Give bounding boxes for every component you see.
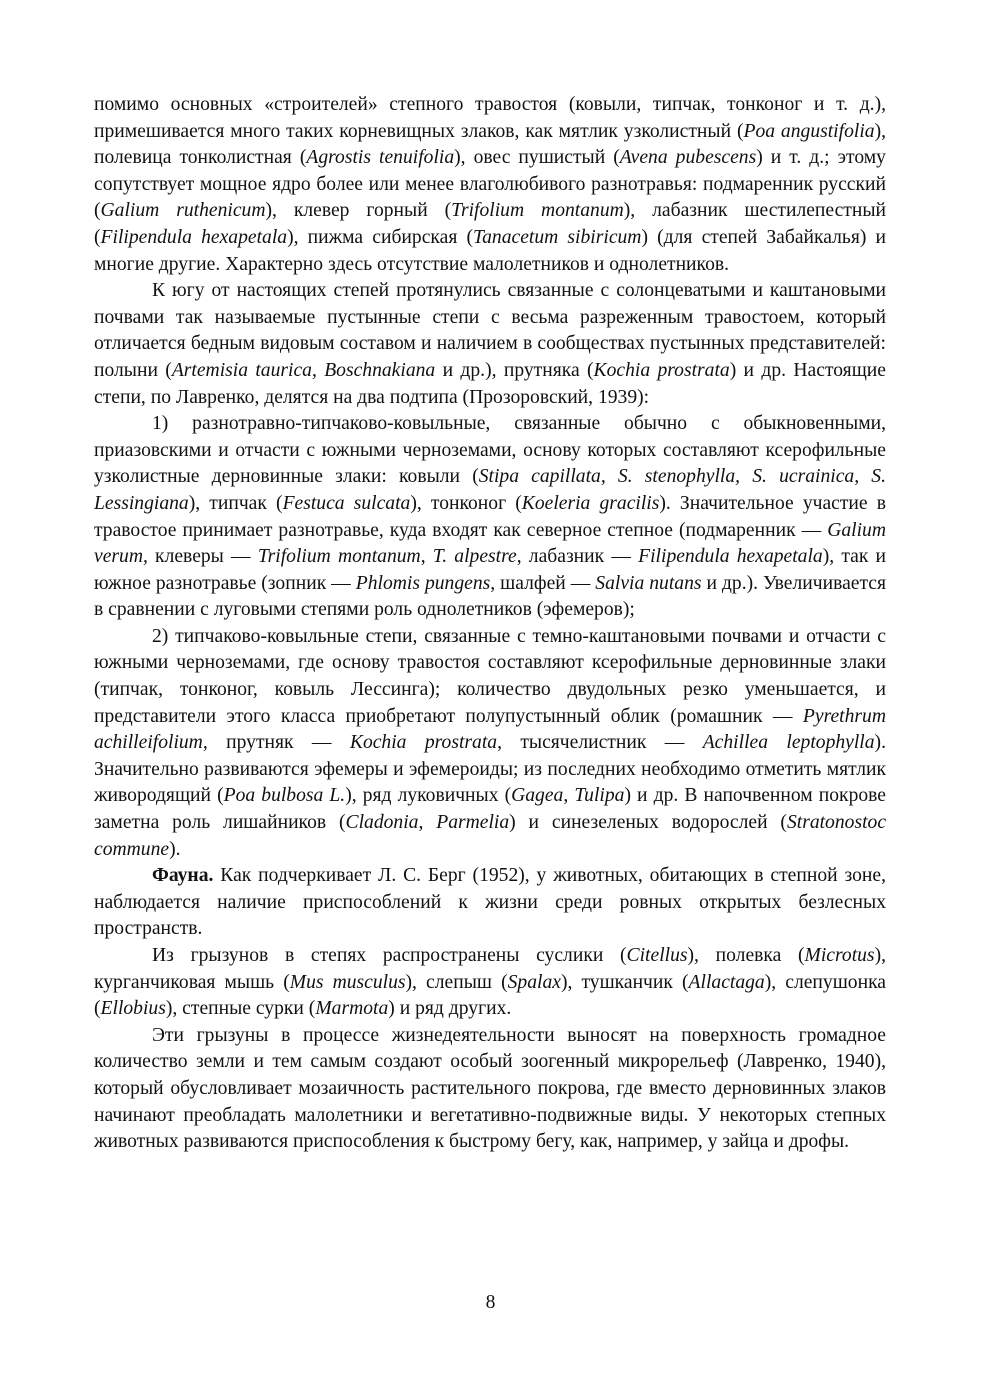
- latin-species-name: Stipa capillata, S. stenophylla, S. ucrainica, S. Lessingiana: [94, 466, 886, 514]
- latin-species-name: Allactaga: [688, 971, 765, 993]
- text-run: 2) типчаково-ковыльные степи, связанные с темно-каштановыми почвами и отчасти с южными черноземами, где основу травостоя составляют ксерофильные дерновинные злаки (типчак, тонконог, ковыль Лессинга); количество двудольных резко уменьшается, и представители этого класса приобретают полупустынный облик (ромашник —: [94, 625, 886, 727]
- latin-species-name: Tanacetum sibiricum: [473, 226, 642, 248]
- text-run: и др.), прутняка (: [435, 359, 594, 381]
- paragraph-6-rodents: [94, 943, 886, 1023]
- latin-species-name: Poa bulbosa L.: [223, 785, 346, 807]
- text-run: 1) разнотравно-типчаково-ковыльные, связанные обычно с обыкновенными, приазовскими и отчасти с южными черноземами, основу которых составляют ксерофильные узколистные дерновинные злаки: ковыли (: [94, 413, 886, 488]
- text-run: ), слепыш (: [405, 971, 508, 993]
- paragraph-1: [94, 92, 886, 278]
- text-run: ) и синезеленых водорослей (: [509, 812, 787, 834]
- latin-species-name: Microtus: [804, 945, 875, 966]
- latin-species-name: Gagea: [511, 785, 564, 807]
- text-run: ), овес пушистый (: [454, 147, 620, 169]
- section-heading: Фауна.: [152, 865, 214, 887]
- text-run: ) и др. Настоящие степи, по Лавренко, делятся на два подтипа (Прозоровский, 1939):: [94, 359, 886, 408]
- latin-species-name: Kochia prostrata: [593, 359, 730, 381]
- text-run: , прутняк —: [202, 732, 350, 754]
- text-run: ), клевер горный (: [265, 200, 452, 222]
- text-run: ), полевка (: [687, 945, 805, 966]
- latin-species-name: Trifolium montanum: [257, 546, 421, 568]
- text-run: , лабазник —: [516, 546, 639, 568]
- text-run: ), тушканчик (: [560, 971, 689, 993]
- latin-species-name: Achillea leptophylla: [702, 732, 875, 754]
- latin-species-name: Filipendula hexapetala: [100, 226, 288, 248]
- latin-species-name: Avena pubescens: [619, 147, 757, 169]
- text-run: ,: [563, 785, 575, 807]
- text-run: ).: [169, 838, 181, 860]
- paragraph-2: [94, 278, 886, 411]
- latin-species-name: Citellus: [626, 945, 688, 966]
- text-run: клеверы —: [147, 546, 258, 568]
- text-run: ) и ряд других.: [388, 998, 512, 1020]
- text-run: помимо основных «строителей» степного травостоя (ковыли, типчак, тонконог и т. д.), примешивается много таких корневищных злаков, как мятлик узколистный (: [94, 94, 886, 142]
- latin-species-name: Filipendula hexapetala: [638, 546, 823, 568]
- text-run: Как подчеркивает Л. С. Берг (1952), у животных, обитающих в степной зоне, наблюдается наличие приспособлений к жизни среди ровных открытых безлесных пространств.: [94, 865, 886, 940]
- latin-species-name: Parmelia: [436, 812, 510, 834]
- text-run: ), ряд луковичных (: [345, 785, 512, 807]
- latin-species-name: Kochia prostrata: [349, 732, 498, 754]
- paragraph-5-fauna: [94, 863, 886, 943]
- latin-species-name: Spalax: [507, 971, 561, 993]
- text-run: ), типчак (: [188, 492, 283, 514]
- text-run: ), степные сурки (: [165, 998, 316, 1020]
- latin-species-name: Salvia nutans: [595, 572, 702, 594]
- text-run: , тысячелистник —: [497, 732, 703, 754]
- text-run: , шалфей —: [490, 572, 596, 594]
- latin-species-name: Galium verum,: [94, 519, 886, 568]
- latin-species-name: Festuca sulcata: [282, 492, 411, 514]
- text-run: ,: [418, 812, 437, 834]
- latin-species-name: Mus musculus: [289, 971, 406, 993]
- text-run: ) и т. д.; этому сопутствует мощное ядро более или менее влаголюбивого разнотравья: подмаренник русский (: [94, 147, 886, 222]
- text-run: ), пижма сибирская (: [287, 226, 474, 248]
- text-run: К югу от настоящих степей протянулись связанные с солонцеватыми и каштановыми почвами так называемые пустынные степи с весьма разреженным травостоем, который отличается бедным видовым составом и наличием в сообществах пустынных представителей: полыни (: [94, 280, 886, 381]
- text-run: и др.). Увеличивается в сравнении с луговыми степями роль однолетников (эфемеров);: [94, 572, 886, 621]
- text-run: Из грызунов в степях распространены суслики (: [152, 945, 627, 966]
- text-run: ). Значительно развиваются эфемеры и эфемероиды; из последних необходимо отметить мятлик живородящий (: [94, 732, 886, 807]
- text-run: ), полевица тонколистная (: [94, 120, 886, 169]
- page-number: 8: [485, 1292, 496, 1313]
- latin-species-name: T. alpestre: [432, 546, 517, 568]
- latin-species-name: Koeleria gracilis: [521, 492, 660, 514]
- latin-species-name: Stratonostoc commune: [94, 812, 887, 860]
- latin-species-name: Pyrethrum achilleifolium: [94, 705, 886, 754]
- page-body: [94, 92, 886, 1156]
- text-run: Эти грызуны в процессе жизнедеятельности выносят на поверхность громадное количество земли и тем самым создают особый зоогенный микрорельеф (Лавренко, 1940), который обусловливает мозаичность растительного покрова, где вместо дерновинных злаков начинают преобладать малолетники и вегетативно-подвижные виды. У некоторых степных животных развиваются приспособления к быстрому бегу, как, например, у зайца и дрофы.: [94, 1024, 886, 1153]
- latin-species-name: Ellobius: [100, 998, 166, 1020]
- paragraph-3-list-item-1: [94, 411, 886, 624]
- text-run: ), лабазник шестилепестный (: [94, 200, 886, 248]
- latin-species-name: Galium ruthenicum: [100, 200, 266, 222]
- text-run: ), курганчиковая мышь (: [94, 945, 886, 993]
- text-run: ,: [420, 546, 433, 568]
- text-run: ), тонконог (: [410, 492, 522, 514]
- text-run: ) (для степей Забайкалья) и многие другие. Характерно здесь отсутствие малолетников и однолетников.: [94, 226, 886, 275]
- text-run: ). Значительное участие в травостое принимает разнотравье, куда входят как северное степное (подмаренник —: [94, 492, 886, 541]
- paragraph-7-microrelief: [94, 1023, 886, 1156]
- latin-species-name: Artemisia taurica, Boschnakiana: [171, 359, 436, 381]
- latin-species-name: Poa angustifolia: [743, 120, 875, 142]
- latin-species-name: Marmota: [315, 998, 389, 1020]
- text-run: ), так и южное разнотравье (зопник —: [94, 546, 887, 594]
- latin-species-name: Trifolium montanum: [451, 200, 624, 222]
- latin-species-name: Cladonia: [345, 812, 419, 834]
- latin-species-name: Phlomis pungens: [355, 572, 491, 594]
- paragraph-4-list-item-2: [94, 624, 886, 863]
- latin-species-name: Agrostis tenuifolia: [306, 147, 455, 169]
- latin-species-name: Tulipa: [574, 785, 625, 807]
- text-run: ), слепушонка (: [94, 971, 887, 1020]
- text-run: ) и др. В напочвенном покрове заметна роль лишайников (: [94, 785, 887, 834]
